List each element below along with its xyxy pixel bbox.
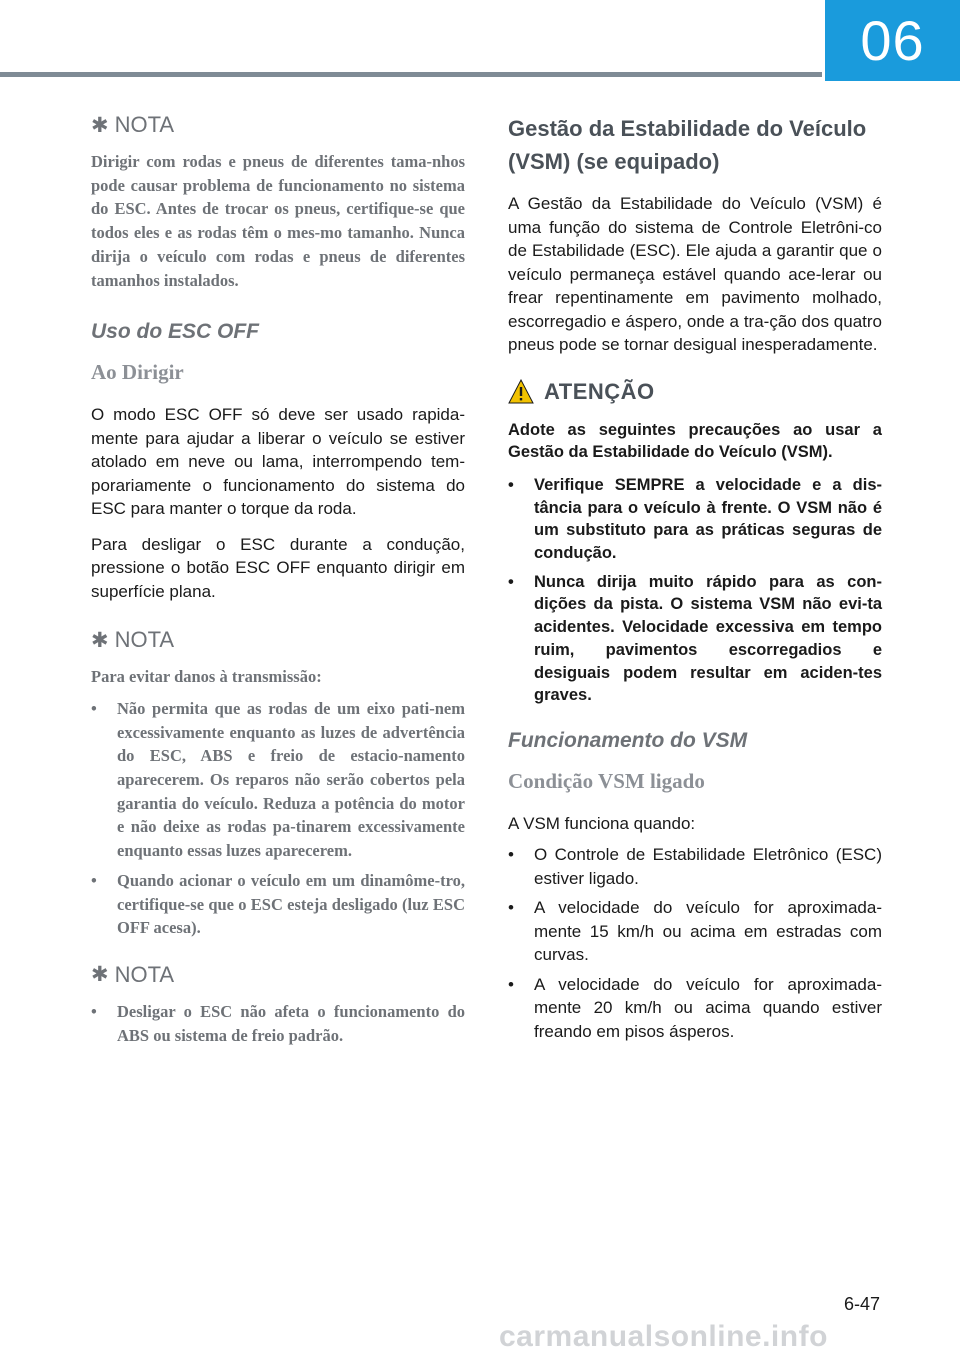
note-title: NOTA: [114, 627, 175, 653]
note-heading: [91, 627, 465, 653]
note-title: NOTA: [114, 961, 175, 987]
watermark-logo: carmanualsonline.info: [499, 1320, 828, 1353]
list-item: • A velocidade do veículo for aproximada-mente 15 km/h ou acima em estradas com curvas.: [508, 896, 882, 967]
paragraph: Para desligar o ESC durante a condução, pressione o botão ESC OFF enquanto dirigir em superfície plana.: [91, 534, 465, 601]
paragraph: A Gestão da Estabilidade do Veículo (VSM) é uma função do sistema de Controle Eletrôni-co de Estabilidade (ESC). Ele ajuda a garantir que o veículo permaneça estável quando ace-lerar ou frear repentinamente em pavimento molhado, escorregadio e áspero, onde a tra-ção dos quatro pneus pode se tornar desigual inesperadamente.: [508, 194, 882, 354]
list-item: • A velocidade do veículo for aproximada-mente 20 km/h ou acima quando estiver freando em pisos ásperos.: [508, 973, 882, 1044]
section-title: Uso do ESC OFF: [91, 320, 259, 344]
warning-heading: [508, 379, 882, 405]
asterisk-icon: ✱: [91, 963, 109, 987]
list-item: • Quando acionar o veículo em um dinamôme-tro, certifique-se que o ESC esteja desligado (luz ESC OFF acesa).: [91, 869, 465, 940]
section-title: Funcionamento do VSM: [508, 728, 748, 752]
section-title: Gestão da Estabilidade do Veículo (VSM) (se equipado): [508, 116, 867, 174]
warning-title: ATENÇÃO: [544, 378, 655, 404]
note-intro: Para evitar danos à transmissão:: [91, 667, 322, 687]
note-bullet-list: [91, 1000, 465, 1047]
note-text: Dirigir com rodas e pneus de diferentes tama-nhos pode causar problema de funcionamento no sistema do ESC. Antes de trocar os pneus, certifique-se que todos eles e as rodas têm o mes-mo tamanho. Nunca dirija o veículo com rodas e pneus de diferentes tamanhos instalados.: [91, 152, 465, 290]
note-body: [91, 1000, 465, 1047]
warning-bullet-list: [508, 474, 882, 707]
subsection-title: Condição VSM ligado: [508, 768, 705, 793]
paragraph: A VSM funciona quando:: [508, 813, 696, 833]
warning-intro: Adote as seguintes precauções ao usar a Gestão da Estabilidade do Veículo (VSM).: [508, 420, 882, 462]
header-rule: [0, 72, 822, 77]
note-body: [91, 665, 465, 940]
paragraph: O modo ESC OFF só deve ser usado rapida-mente para ajudar a liberar o veículo se estiver atolado em neve ou lama, interrompendo tem-porariamente o funcionamento do sistema do ESC para manter o torque da roda.: [91, 405, 465, 519]
list-item: • Não permita que as rodas de um eixo pati-nem excessivamente enquanto as luzes de advertência do ESC, ABS e freio de estacio-namento aparecerem. Os reparos não serão cobertos pela garantia do veículo. Reduza a potência do motor e não deixe as rodas pa-tinarem excessivamente enquanto essas luzes aparecerem.: [91, 697, 465, 863]
asterisk-icon: ✱: [91, 113, 109, 137]
bullet-list: [508, 843, 882, 1043]
note-heading: [91, 962, 465, 988]
subsection-title: Ao Dirigir: [91, 360, 184, 385]
list-item: • Verifique SEMPRE a velocidade e a dis-tância para o veículo à frente. O VSM não é um substituto para as práticas seguras de condução.: [508, 474, 882, 565]
asterisk-icon: ✱: [91, 628, 109, 652]
list-item: • O Controle de Estabilidade Eletrônico (ESC) estiver ligado.: [508, 843, 882, 890]
note-title: NOTA: [114, 112, 175, 137]
right-column: [508, 112, 882, 1049]
note-heading: [91, 112, 465, 138]
left-column: [91, 112, 465, 1053]
list-item: • Desligar o ESC não afeta o funcionamento do ABS ou sistema de freio padrão.: [91, 1000, 465, 1047]
warning-triangle-icon: [508, 379, 534, 405]
note-bullet-list: [91, 697, 465, 940]
list-item: • Nunca dirija muito rápido para as con-dições da pista. O sistema VSM não evi-ta acidentes. Velocidade excessiva em tempo ruim, pavimentos escorregadios e desiguais podem resultar em aciden-tes graves.: [508, 571, 882, 707]
page-number: 6-47: [844, 1294, 881, 1314]
chapter-tab: 06: [825, 0, 960, 81]
